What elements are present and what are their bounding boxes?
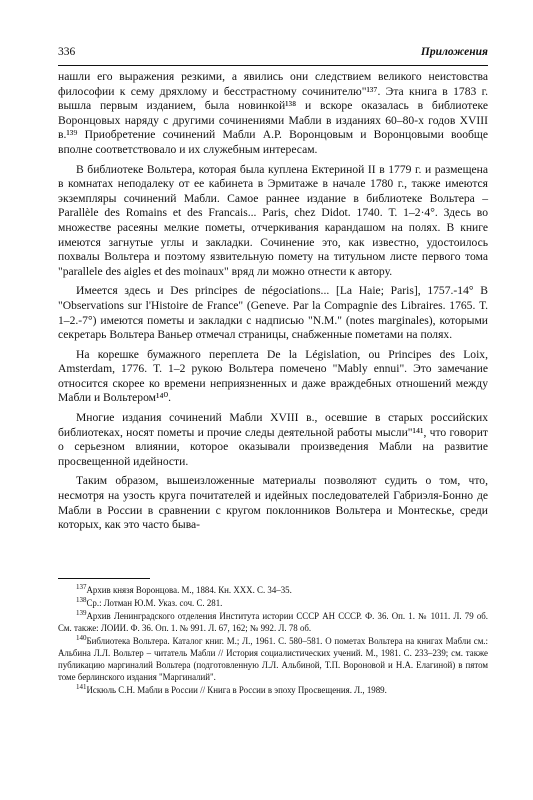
footnote-number: 141 (76, 683, 87, 692)
footnote-rule (58, 578, 150, 579)
footnote (58, 635, 488, 683)
footnote-number: 138 (76, 596, 87, 605)
paragraph: На корешке бумажного переплета De la Législation, ou Principes des Loix, Amsterdam, 1776. Т. 1–2 рукою Вольтера помечено "Mably ennui". Это замечание относится скорее ко времени неприязненных и даже враждебных отношений между Мабли и Вольтером¹⁴⁰. (58, 347, 488, 405)
footnote-number: 139 (76, 609, 87, 618)
footnote-text: Архив князя Воронцова. М., 1884. Кн. XXX. С. 34–35. (86, 585, 292, 595)
footnote-text: Библиотека Вольтера. Каталог книг. М.; Л., 1961. С. 580–581. О пометах Вольтера на книгах Мабли см.: Альбина Л.Л. Вольтер – читатель Мабли // История социалистических учений. М., 1981. С. 233–239; см. также публикацию маргиналий Вольтера (подготовленную Л.Л. Альбиной, Т.П. Вороновой и Н.А. Елагиной) в пятом томе берлинского издания "Маргиналий". (58, 636, 488, 682)
paragraph: Имеется здесь и Des principes de négociations... [La Haie; Paris], 1757.-14° В "Observations sur l'Histoire de France" (Geneve. Par la Compagnie des Libraires. 1765. Т. 1–2.-7°) имеются пометы и закладки с надписью "N.M." (notes marginales), которыми секретарь Вольтера Ваньер отмечал страницы, снабженные пометами на полях. (58, 284, 488, 342)
paragraph: Таким образом, вышеизложенные материалы позволяют судить о том, что, несмотря на узость круга почитателей и идейных последователей Габриэля-Бонно де Мабли в России в сравнении с кругом поклонников Вольтера и Монтескье, среди которых, как это часто быва- (58, 474, 488, 532)
paragraph: В библиотеке Вольтера, которая была куплена Ектериной II в 1779 г. и размещена в комнатах неподалеку от ее кабинета в Эрмитаже в начале 1780 г., также имеются экземпляры сочинений Мабли. Самое раннее издание в библиотеке Вольтера – Parallèle des Romains et des Francais... Paris, chez Didot. 1740. Т. 1–2·4°. Здесь во множестве расеяны мелкие пометы, отчеркивания карандашом на полях. В книге имеются загнутые углы и закладки. Сочинение это, как известно, удостоилось похвалы Вольтера и поэтому язвительную помету на титульном листе первого тома "parallele des aigles et des moinaux" вряд ли можно отнести к автору. (58, 162, 488, 278)
footnote-number: 137 (76, 583, 87, 592)
header-rule (58, 65, 488, 66)
footnote-text: Ср.: Лотман Ю.М. Указ. соч. С. 281. (86, 598, 223, 608)
footnote (58, 597, 488, 609)
footnote-text: Архив Ленинградского отделения Института истории СССР АН СССР. Ф. 36. Оп. 1. № 1011. Л. 79 об. См. также: ЛОИИ. Ф. 36. Оп. 1. № 991. Л. 67, 162; № 992. Л. 78 об. (58, 611, 488, 633)
footnote (58, 584, 488, 596)
footnote-text: Искюль С.Н. Мабли в России // Книга в России в эпоху Просвещения. Л., 1989. (86, 685, 387, 695)
paragraph: нашли его выражения резкими, а явились они следствием великого неистовства философии к сему дряхлому и бесстрастному сочинителю"¹³⁷. Эта книга в 1783 г. вышла первым изданием, была новинкой¹³⁸ и вскоре оказалась в библиотеке Воронцовых наряду с другими сочинениями Мабли в изданиях 60–80-х годов XVIII в.¹³⁹ Приобретение сочинений Мабли А.Р. Воронцовым и Воронцовыми вообще вполне соответствовало и их служебным интересам. (58, 70, 488, 156)
footnote (58, 684, 488, 696)
main-text (58, 70, 488, 538)
footnote (58, 610, 488, 634)
footnotes (58, 584, 488, 697)
paragraph: Многие издания сочинений Мабли XVIII в., осевшие в старых российских библиотеках, носят пометы и прочие следы деятельной работы мысли"¹⁴¹, что говорит о серьезном влиянии, которое оказывали произведения Мабли на развитие просвещенной идейности. (58, 411, 488, 468)
footnote-number: 140 (76, 634, 87, 643)
running-head: Приложения (420, 46, 488, 58)
page-header (58, 46, 488, 62)
page-number: 336 (58, 46, 76, 58)
